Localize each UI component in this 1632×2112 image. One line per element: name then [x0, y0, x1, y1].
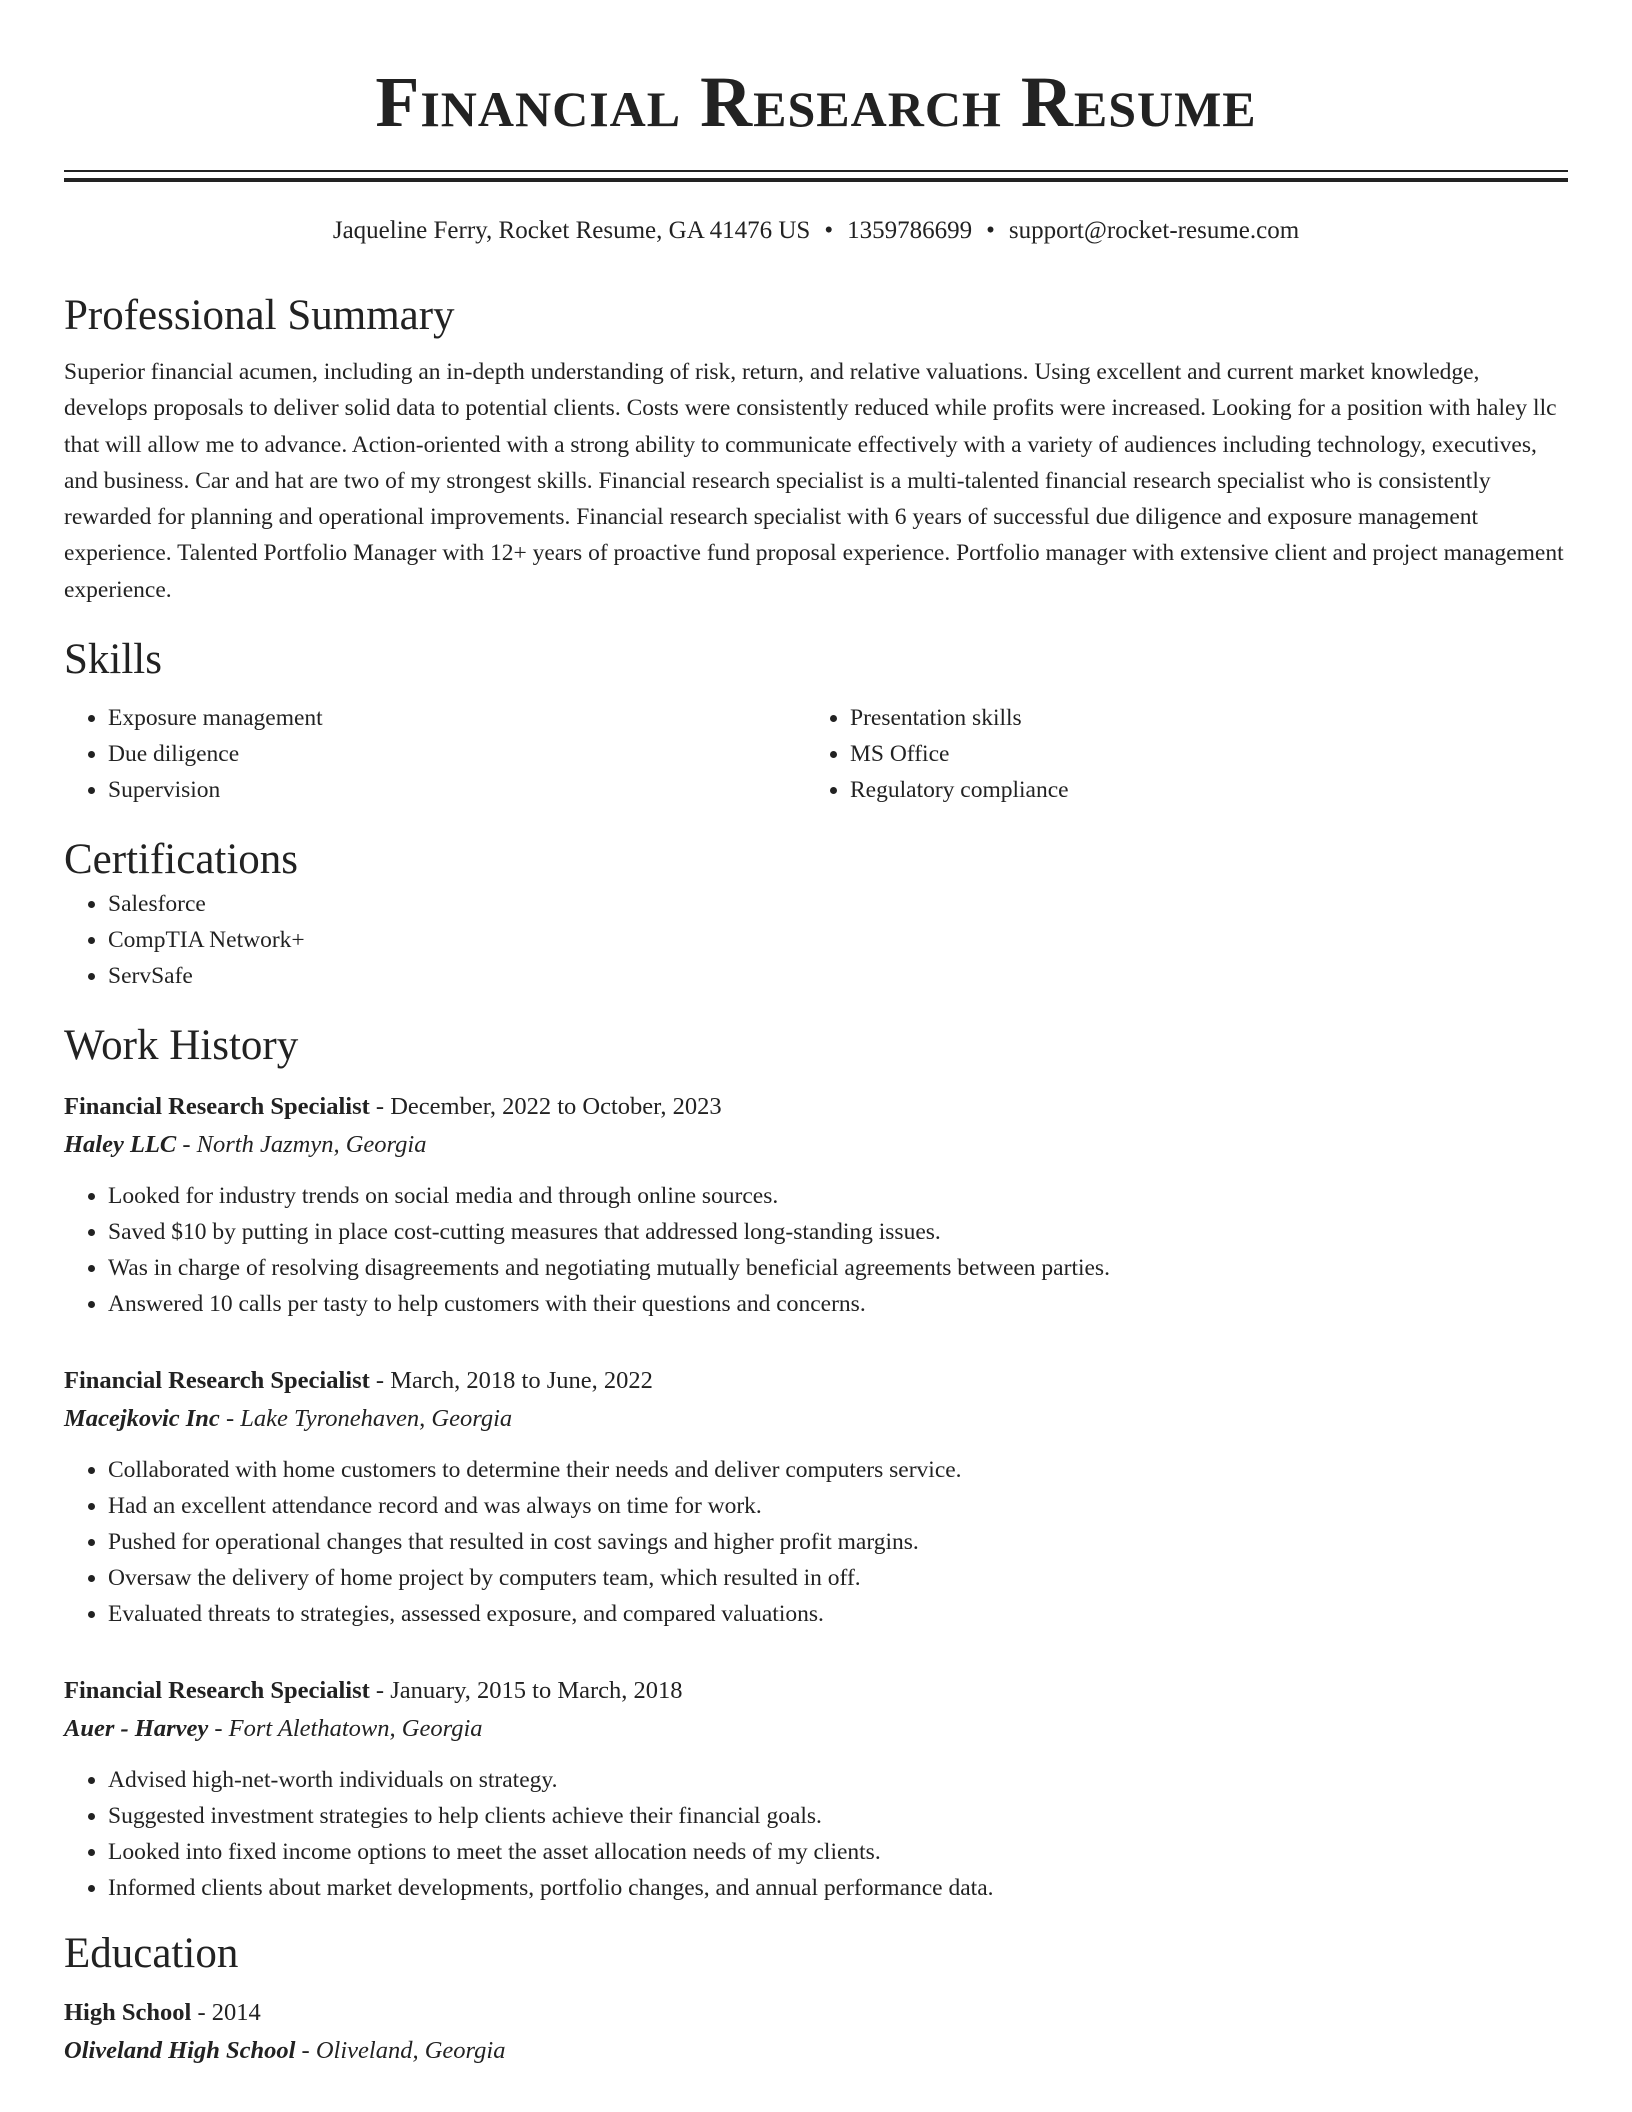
- skills-column-left: [64, 700, 806, 808]
- company-line: [64, 1400, 1568, 1438]
- job-title: Financial Research Specialist: [64, 1367, 370, 1395]
- company-line: [64, 1126, 1568, 1164]
- certification-item: • CompTIA Network+: [108, 922, 1568, 958]
- contact-address: Jaqueline Ferry, Rocket Resume, GA 41476 US: [332, 217, 811, 244]
- degree-year: - 2014: [191, 1999, 261, 2027]
- contact-separator: •: [824, 217, 834, 244]
- job-dates: - March, 2018 to June, 2022: [369, 1367, 653, 1395]
- contact-line: [64, 216, 1568, 246]
- school-line: [64, 2032, 1568, 2070]
- job-entry: [64, 1672, 1568, 1906]
- skill-item: • Regulatory compliance: [850, 772, 1548, 808]
- skill-item: • MS Office: [850, 736, 1548, 772]
- job-duty-item: • Advised high-net-worth individuals on strategy.: [108, 1762, 1568, 1798]
- contact-separator: •: [986, 217, 995, 244]
- job-duties-list: [64, 1452, 1568, 1632]
- summary-text: Superior financial acumen, including an in-depth understanding of risk, return, and relative valuations. Using excellent and current market knowledge, develops proposals to deliver solid data to potential clients. Costs were consistently reduced while profits were increased. Looking for a position with haley llc that will allow me to advance. Action-oriented with a strong ability to communicate effectively with a variety of audiences including technology, executives, and business. Car and hat are two of my strongest skills. Financial research specialist is a multi-talented financial research specialist who is consistently rewarded for planning and operational improvements. Financial research specialist with 6 years of successful due diligence and exposure management experience. Talented Portfolio Manager with 12+ years of proactive fund proposal experience. Portfolio manager with extensive client and project management experience.: [64, 359, 1564, 603]
- job-dates: - December, 2022 to October, 2023: [369, 1093, 722, 1121]
- job-dates: - January, 2015 to March, 2018: [369, 1677, 683, 1705]
- certification-item: • ServSafe: [108, 958, 1568, 994]
- job-title-line: [64, 1362, 1568, 1400]
- job-title-line: [64, 1088, 1568, 1126]
- job-title: Financial Research Specialist: [64, 1677, 370, 1705]
- job-entry: [64, 1362, 1568, 1632]
- title-divider-thin: [64, 170, 1568, 172]
- job-duty-item: • Had an excellent attendance record and was always on time for work.: [108, 1488, 1568, 1524]
- school-location: - Oliveland, Georgia: [295, 2037, 506, 2065]
- job-duty-item: • Informed clients about market developments, portfolio changes, and annual performance data.: [108, 1870, 1568, 1906]
- job-entry: [64, 1088, 1568, 1322]
- summary-heading: Professional Summary: [64, 292, 455, 339]
- company-location: - Fort Alethatown, Georgia: [208, 1715, 483, 1743]
- job-duty-item: • Answered 10 calls per tasty to help customers with their questions and concerns.: [108, 1286, 1568, 1322]
- skills-list-left: [64, 700, 806, 808]
- skills-column-right: [806, 700, 1548, 808]
- job-title-line: [64, 1672, 1568, 1710]
- title-divider-thick: [64, 178, 1568, 182]
- skill-item: • Due diligence: [108, 736, 806, 772]
- company-location: - Lake Tyronehaven, Georgia: [219, 1405, 513, 1433]
- education-heading: Education: [64, 1930, 239, 1978]
- skills-heading: Skills: [64, 636, 162, 684]
- degree-line: [64, 1994, 1568, 2032]
- education-entry: [64, 1994, 1568, 2070]
- job-duty-item: • Looked for industry trends on social media and through online sources.: [108, 1178, 1568, 1214]
- company-name: Haley LLC: [64, 1131, 177, 1159]
- job-duty-item: • Suggested investment strategies to help clients achieve their financial goals.: [108, 1798, 1568, 1834]
- skill-item: • Exposure management: [108, 700, 806, 736]
- degree-name: High School: [64, 1999, 192, 2027]
- company-name: Auer - Harvey: [64, 1715, 209, 1743]
- job-duty-item: • Saved $10 by putting in place cost-cutting measures that addressed long-standing issues.: [108, 1214, 1568, 1250]
- resume-title: Financial Research Resume: [375, 62, 1257, 142]
- job-duty-item: • Looked into fixed income options to meet the asset allocation needs of my clients.: [108, 1834, 1568, 1870]
- job-duty-item: • Pushed for operational changes that resulted in cost savings and higher profit margins.: [108, 1524, 1568, 1560]
- skills-list-right: [806, 700, 1548, 808]
- work-history-heading: Work History: [64, 1022, 299, 1070]
- company-line: [64, 1710, 1568, 1748]
- job-title: Financial Research Specialist: [64, 1093, 370, 1121]
- job-duty-item: • Evaluated threats to strategies, assessed exposure, and compared valuations.: [108, 1596, 1568, 1632]
- school-name: Oliveland High School: [64, 2037, 296, 2065]
- certifications-list: [64, 886, 1568, 994]
- certification-item: • Salesforce: [108, 886, 1568, 922]
- job-duties-list: [64, 1178, 1568, 1322]
- contact-email: support@rocket-resume.com: [1008, 217, 1300, 244]
- company-name: Macejkovic Inc: [64, 1405, 220, 1433]
- job-duty-item: • Was in charge of resolving disagreements and negotiating mutually beneficial agreements between parties.: [108, 1250, 1568, 1286]
- job-duty-item: • Oversaw the delivery of home project by computers team, which resulted in off.: [108, 1560, 1568, 1596]
- skill-item: • Supervision: [108, 772, 806, 808]
- job-duty-item: • Collaborated with home customers to determine their needs and deliver computers service.: [108, 1452, 1568, 1488]
- skills-grid: [64, 700, 1568, 808]
- job-duties-list: [64, 1762, 1568, 1906]
- certifications-heading: Certifications: [64, 836, 299, 884]
- company-location: - North Jazmyn, Georgia: [176, 1131, 427, 1159]
- skill-item: • Presentation skills: [850, 700, 1548, 736]
- contact-phone: 1359786699: [847, 217, 973, 244]
